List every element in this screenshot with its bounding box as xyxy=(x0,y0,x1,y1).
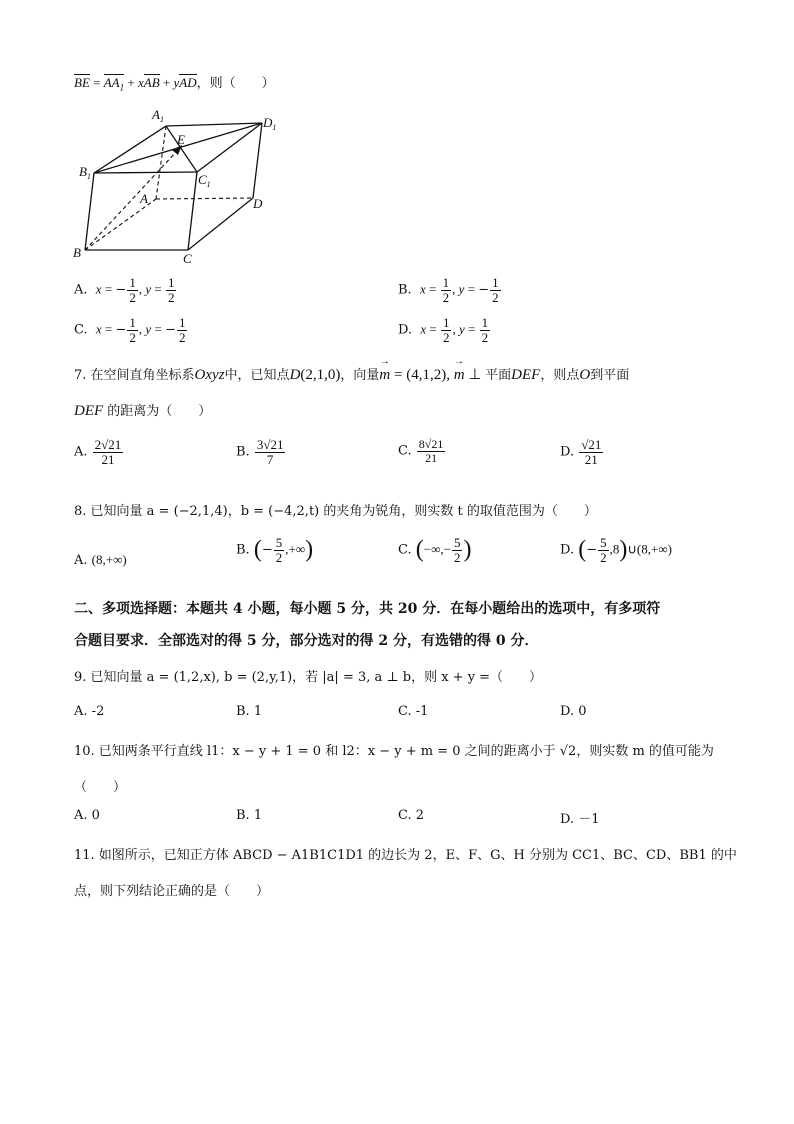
q10-paren: （ ） xyxy=(74,780,127,795)
vector-BE xyxy=(85,150,178,250)
hidden-A-D xyxy=(156,198,253,199)
label-C: C xyxy=(183,251,192,265)
q8-option-d[interactable]: D. (− $\frac{5}{2}$ ,8)∪(8,+∞) xyxy=(560,535,672,565)
q6-option-b[interactable]: B. x = $\frac{1}{2}$ , y = − $\frac{1}{2}$ xyxy=(398,275,499,305)
hidden-A1-A xyxy=(156,126,166,199)
edge-D1-C1 xyxy=(197,123,262,172)
q6-option-d[interactable]: D. x = $\frac{1}{2}$ , y = $\frac{1}{2}$ xyxy=(398,315,489,345)
q11-stem-line1: 11. 如图所示，已知正方体 ABCD − A1B1C1D1 的边长为 2，E、F、G、H 分别为 CC1、BC、CD、BB1 的中 xyxy=(74,848,737,863)
q6-parallelepiped-figure xyxy=(70,100,300,265)
label-A1: $A_1$ xyxy=(152,107,164,124)
q7-stem-line1: 7. 在空间直角坐标系Oxyz中，已知点D(2,1,0)，向量m → = (4,1,2), m → ⊥ 平面DEF，则点O到平面 xyxy=(74,364,629,384)
label-E: E xyxy=(177,132,185,147)
q9-option-a[interactable]: A. -2 xyxy=(74,704,105,719)
label-B: B xyxy=(73,245,81,260)
q6-option-c[interactable]: C. x = − $\frac{1}{2}$ , y = − $\frac{1}{2}$ xyxy=(74,315,186,345)
q7-option-a[interactable]: A. $\frac{2√21}{21}$ xyxy=(74,437,122,467)
hidden-B-A xyxy=(85,199,156,250)
q7-option-b[interactable]: B. $\frac{3√21}{7}$ xyxy=(236,437,284,467)
q10-option-c[interactable]: C. 2 xyxy=(398,808,425,823)
section2-heading-line2: 合题目要求．全部选对的得 5 分，部分选对的得 2 分，有选错的得 0 分． xyxy=(74,633,539,649)
q9-stem: 9. 已知向量 a = (1,2,x), b = (2,y,1)，若 |a| = 3, a ⊥ b，则 x + y =（ ） xyxy=(74,670,543,685)
label-B1: $B_1$ xyxy=(79,164,91,181)
label-D1: $D_1$ xyxy=(263,115,277,132)
q9-option-b[interactable]: B. 1 xyxy=(236,704,263,719)
q8-option-b[interactable]: B. (− $\frac{5}{2}$ ,+∞) xyxy=(236,535,314,565)
q8-stem: 8. 已知向量 a = (−2,1,4)，b = (−4,2,t) 的夹角为锐角，则实数 t 的取值范围为（ ） xyxy=(74,504,597,519)
edge-B1-A1 xyxy=(94,126,166,173)
edge-C-D xyxy=(188,198,253,250)
section2-heading-line1: 二、多项选择题：本题共 4 小题，每小题 5 分，共 20 分．在每小题给出的选项中，有多项符 xyxy=(74,601,661,617)
q8-option-c[interactable]: C. (−∞,− $\frac{5}{2}$ ) xyxy=(398,535,472,565)
edge-D1-D xyxy=(253,123,262,198)
q10-option-d[interactable]: D. －1 xyxy=(560,812,600,827)
q9-option-c[interactable]: C. -1 xyxy=(398,704,429,719)
q6-intro: BE = $AA_1$ + xAB + yAD，则（ ） xyxy=(74,75,275,93)
q6-option-a[interactable]: A. x = − $\frac{1}{2}$ , y = $\frac{1}{2}$ xyxy=(74,275,175,305)
label-C1: $C_1$ xyxy=(198,172,211,189)
edge-C1-C xyxy=(188,172,197,250)
q11-stem-line2: 点，则下列结论正确的是（ ） xyxy=(74,884,270,899)
q9-option-d[interactable]: D. 0 xyxy=(560,704,587,719)
q10-option-a[interactable]: A. 0 xyxy=(74,808,100,823)
label-A: A xyxy=(140,191,148,206)
q8-option-a[interactable]: A. (8,+∞) xyxy=(74,552,127,568)
edge-B1-B xyxy=(85,173,94,250)
edge-C1-B1 xyxy=(94,172,197,173)
edge-A1-D1 xyxy=(166,123,262,126)
q10-option-b[interactable]: B. 1 xyxy=(236,808,263,823)
label-D: D xyxy=(253,196,263,211)
q7-option-d[interactable]: D. $\frac{√21}{21}$ xyxy=(560,437,602,467)
q6-intro-tail: ，则（ ） xyxy=(196,76,275,91)
q7-stem-line2: DEF 的距离为（ ） xyxy=(74,403,212,419)
q10-stem: 10. 已知两条平行直线 l1：x − y + 1 = 0 和 l2：x − y + m = 0 之间的距离小于 √2，则实数 m 的值可能为 xyxy=(74,744,714,759)
q7-option-c[interactable]: C. $\frac{8√21}{21}$ xyxy=(398,437,444,465)
